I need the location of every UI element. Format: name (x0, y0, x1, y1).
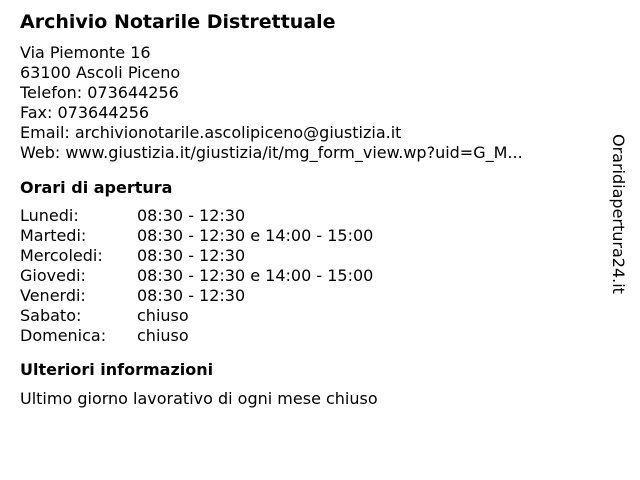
hours-day: Domenica: (20, 326, 107, 345)
office-card (20, 10, 600, 409)
hours-time: 08:30 - 12:30 (137, 286, 246, 305)
address-street: Via Piemonte 16 (20, 43, 151, 62)
address-block (20, 43, 600, 163)
hours-heading: Orari di apertura (20, 178, 173, 197)
hours-row-sunday (20, 326, 600, 346)
hours-row-wednesday (20, 246, 600, 266)
hours-row-monday (20, 206, 600, 226)
hours-row-saturday (20, 306, 600, 326)
hours-table (20, 206, 600, 346)
hours-time: 08:30 - 12:30 (137, 246, 246, 265)
hours-day: Martedi: (20, 226, 87, 245)
hours-row-thursday (20, 266, 600, 286)
office-title: Archivio Notarile Distrettuale (20, 11, 336, 33)
address-phone: Telefon: 073644256 (20, 83, 179, 102)
info-heading: Ulteriori informazioni (20, 360, 214, 379)
hours-day: Mercoledi: (20, 246, 103, 265)
address-fax: Fax: 073644256 (20, 103, 150, 122)
hours-day: Venerdi: (20, 286, 86, 305)
hours-time: 08:30 - 12:30 e 14:00 - 15:00 (137, 226, 374, 245)
hours-day: Giovedi: (20, 266, 86, 285)
address-web: Web: www.giustizia.it/giustizia/it/mg_form_view.wp?uid=G_M... (20, 143, 523, 162)
hours-row-friday (20, 286, 600, 306)
address-email: Email: archivionotarile.ascolipiceno@giustizia.it (20, 123, 402, 142)
hours-day: Lunedi: (20, 206, 79, 225)
hours-row-tuesday (20, 226, 600, 246)
hours-time: chiuso (137, 326, 189, 345)
site-brand-watermark: Oraridiapertura24.it (609, 134, 628, 294)
address-city: 63100 Ascoli Piceno (20, 63, 181, 82)
hours-day: Sabato: (20, 306, 82, 325)
hours-time: 08:30 - 12:30 (137, 206, 246, 225)
hours-time: 08:30 - 12:30 e 14:00 - 15:00 (137, 266, 374, 285)
info-text: Ultimo giorno lavorativo di ogni mese chiuso (20, 389, 378, 408)
hours-time: chiuso (137, 306, 189, 325)
